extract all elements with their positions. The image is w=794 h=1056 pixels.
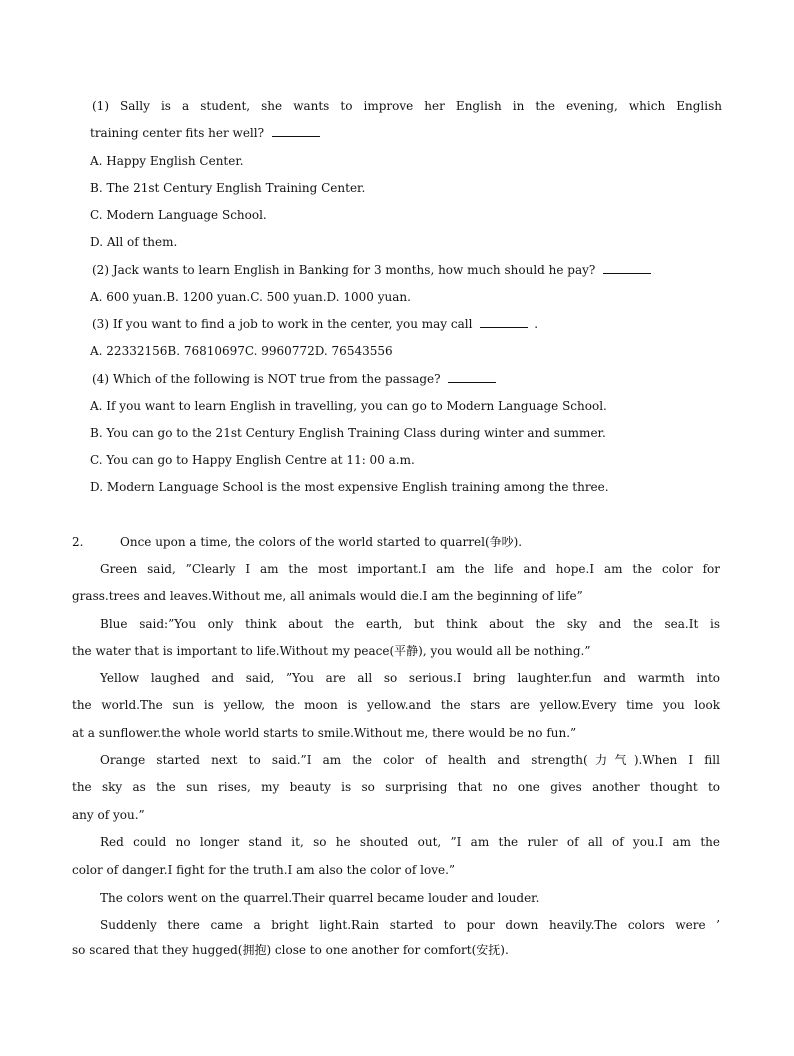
answer-blank[interactable]: [480, 317, 528, 328]
q4-option-c: C. You can go to Happy English Centre at 11: 00 a.m.: [90, 453, 415, 467]
passage-line: the world.The sun is yellow, the moon is yellow.and the stars are yellow.Every time you look: [72, 698, 720, 712]
passage-number: 2.: [72, 535, 84, 549]
q1-option-b: B. The 21st Century English Training Center.: [90, 181, 366, 195]
answer-blank[interactable]: [603, 263, 651, 274]
q1-option-a: A. Happy English Center.: [90, 154, 244, 168]
q2-options: A. 600 yuan.B. 1200 yuan.C. 500 yuan.D. 1000 yuan.: [90, 290, 411, 304]
passage-line: Green said, ”Clearly I am the most important.I am the life and hope.I am the color for: [100, 562, 720, 576]
answer-blank[interactable]: [448, 372, 496, 383]
q1-stem-text: training center fits her well?: [90, 126, 268, 140]
passage-line: at a sunflower.the whole world starts to smile.Without me, there would be no fun.”: [72, 726, 577, 740]
passage-line: color of danger.I fight for the truth.I am also the color of love.”: [72, 863, 456, 877]
q2-stem: [92, 262, 651, 278]
passage-line: Orange started next to said.”I am the color of health and strength(力气).When I fill: [100, 753, 720, 767]
passage-line: Red could no longer stand it, so he shouted out, ”I am the ruler of all of you.I am the: [100, 835, 720, 849]
q4-option-a: A. If you want to learn English in travelling, you can go to Modern Language School.: [90, 399, 607, 413]
q3-stem-text: (3) If you want to find a job to work in the center, you may call: [92, 317, 477, 331]
q4-option-b: B. You can go to the 21st Century English Training Class during winter and summer.: [90, 426, 606, 440]
q1-option-c: C. Modern Language School.: [90, 208, 267, 222]
q3-stem-end: .: [534, 317, 539, 331]
q4-stem-text: (4) Which of the following is NOT true from the passage?: [92, 372, 445, 386]
passage-line: any of you.”: [72, 808, 145, 822]
passage-line: Suddenly there came a bright light.Rain started to pour down heavily.The colors were ’: [100, 918, 720, 932]
passage-line: Blue said:”You only think about the earth, but think about the sky and the sea.It is: [100, 617, 720, 631]
q4-stem: [92, 371, 496, 387]
q1-stem-line1: (1) Sally is a student, she wants to improve her English in the evening, which English: [92, 99, 722, 113]
passage-line: so scared that they hugged(拥抱) close to one another for comfort(安抚).: [72, 943, 509, 957]
q2-stem-text: (2) Jack wants to learn English in Banking for 3 months, how much should he pay?: [92, 263, 600, 277]
q1-option-d: D. All of them.: [90, 235, 178, 249]
passage-line: Yellow laughed and said, ”You are all so serious.I bring laughter.fun and warmth into: [100, 671, 720, 685]
passage-line: the water that is important to life.Without my peace(平静), you would all be nothing.”: [72, 644, 591, 658]
q1-stem-line2: [90, 125, 320, 141]
passage-line: Once upon a time, the colors of the world started to quarrel(争吵).: [120, 535, 523, 549]
passage-line: The colors went on the quarrel.Their quarrel became louder and louder.: [100, 891, 540, 905]
passage-line: grass.trees and leaves.Without me, all animals would die.I am the beginning of life”: [72, 589, 583, 603]
answer-blank[interactable]: [272, 126, 320, 137]
q3-stem: [92, 316, 538, 332]
q4-option-d: D. Modern Language School is the most expensive English training among the three.: [90, 480, 609, 494]
passage-line: the sky as the sun rises, my beauty is so surprising that no one gives another thought to: [72, 780, 720, 794]
q3-options: A. 22332156B. 76810697C. 9960772D. 76543556: [90, 344, 393, 358]
